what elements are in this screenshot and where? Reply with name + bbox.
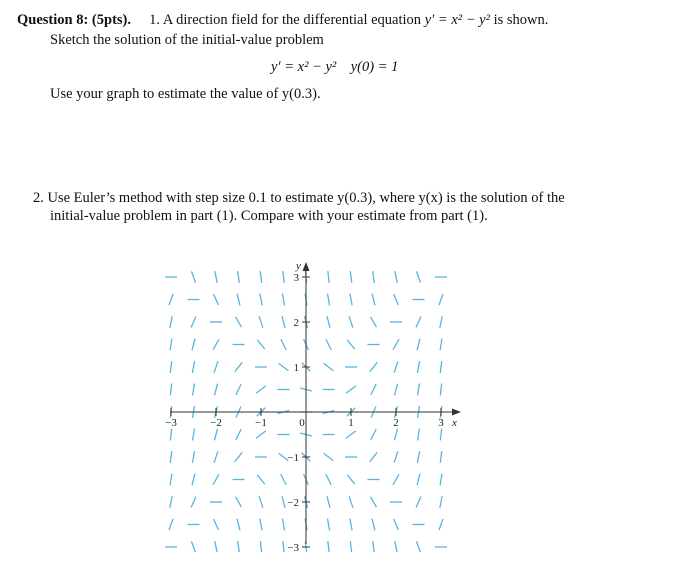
slope-segment — [282, 316, 285, 328]
slope-segment — [393, 474, 399, 484]
slope-segment — [238, 271, 240, 283]
slope-segment — [256, 431, 266, 438]
slope-segment — [440, 384, 441, 396]
slope-segment — [440, 316, 442, 328]
slope-segment — [394, 519, 399, 530]
slope-segment — [346, 431, 356, 438]
slope-segment — [350, 519, 352, 531]
slope-segment — [417, 339, 420, 351]
slope-segment — [260, 271, 261, 283]
y-tick-label: 2 — [293, 317, 299, 329]
part1-intro: 1. A direction field for the differential equation — [149, 12, 422, 28]
slope-segment — [418, 429, 420, 441]
slope-segment — [394, 429, 397, 441]
x-axis-arrow — [452, 409, 461, 416]
y-axis-arrow — [303, 262, 310, 271]
slope-segment — [347, 340, 355, 349]
slope-segment — [326, 339, 331, 350]
slope-segment — [417, 451, 419, 463]
slope-segment — [170, 474, 172, 486]
x-tick-label: 2 — [393, 417, 399, 429]
slope-segment — [259, 316, 263, 327]
slope-segment — [256, 386, 266, 393]
slope-segment — [416, 271, 420, 282]
slope-segment — [371, 497, 377, 507]
slope-segment — [213, 339, 219, 349]
slope-segment — [170, 361, 171, 373]
slope-segment — [238, 541, 240, 552]
slope-segment — [416, 541, 420, 552]
slope-segment — [191, 541, 195, 552]
slope-segment — [349, 316, 353, 327]
slope-segment — [416, 497, 421, 508]
slope-segment — [170, 451, 171, 463]
x-tick-label: 3 — [438, 417, 444, 429]
slope-segment — [416, 317, 421, 328]
slope-segment — [327, 496, 330, 508]
slope-segment — [395, 541, 397, 552]
slope-segment — [439, 294, 443, 305]
slope-segment — [328, 294, 330, 306]
x-tick-label: −2 — [210, 417, 222, 429]
slope-segment — [417, 474, 420, 486]
ivp-display — [271, 59, 398, 76]
slope-segment — [394, 384, 397, 396]
slope-segment — [191, 317, 196, 328]
slope-segment — [279, 363, 289, 370]
slope-segment — [395, 271, 397, 283]
slope-segment — [283, 271, 284, 283]
slope-segment — [372, 294, 375, 306]
slope-segment — [214, 361, 218, 372]
slope-segment — [394, 294, 399, 305]
slope-segment — [370, 452, 378, 461]
slope-segment — [237, 519, 240, 531]
slope-segment — [283, 541, 284, 552]
part2-line-1: 2. Use Euler’s method with step size 0.1 to estimate y(0.3), where y(x) is the solution of the — [33, 190, 565, 206]
slope-segment — [260, 519, 262, 531]
slope-segment — [418, 384, 420, 396]
slope-segment — [214, 384, 217, 396]
inline-equation: y′ = x² − y² — [424, 12, 490, 28]
axis-labels — [165, 260, 457, 552]
slope-segment — [440, 451, 441, 463]
slope-segment — [192, 339, 195, 351]
y-tick-label: −2 — [287, 497, 299, 509]
slope-segment — [326, 474, 331, 485]
slope-segment — [350, 271, 351, 283]
slope-segment — [236, 384, 241, 395]
slope-segment — [170, 339, 172, 351]
direction-field-figure — [165, 252, 470, 552]
slope-segment — [170, 384, 171, 396]
slope-segment — [371, 317, 377, 327]
x-tick-label: 0 — [299, 417, 305, 429]
slope-segment — [214, 519, 219, 530]
slope-segment — [192, 451, 194, 463]
slope-segment — [191, 497, 196, 508]
slope-segment — [373, 541, 375, 552]
slope-segment — [371, 384, 376, 395]
ivp-condition: y(0) = 1 — [350, 59, 399, 75]
slope-segment — [169, 294, 173, 305]
slope-segment — [214, 294, 219, 305]
slope-segment — [328, 271, 329, 283]
slope-segment — [214, 429, 217, 441]
slope-segment — [373, 271, 375, 283]
y-tick-label: 1 — [293, 362, 299, 374]
question-line-1 — [17, 12, 548, 29]
slope-segment — [328, 541, 329, 552]
slope-segment — [213, 474, 219, 484]
slope-segment — [370, 362, 378, 371]
slope-segment — [346, 386, 356, 393]
slope-segment — [191, 271, 195, 282]
slope-segment — [440, 429, 441, 441]
slope-segment — [281, 339, 286, 350]
part1-line-2: Sketch the solution of the initial-value problem — [50, 32, 324, 48]
x-tick-label: −3 — [165, 417, 177, 429]
x-tick-label: −1 — [255, 417, 267, 429]
slope-segment — [260, 541, 261, 552]
slope-segment — [417, 361, 419, 373]
slope-segment — [257, 340, 265, 349]
slope-segment — [235, 452, 243, 461]
slope-segment — [170, 316, 172, 328]
slope-segment — [283, 519, 285, 531]
slope-segment — [282, 496, 285, 508]
slope-segment — [215, 541, 217, 552]
slope-segment — [257, 475, 265, 484]
slope-segment — [214, 451, 218, 462]
slope-segment — [439, 519, 443, 530]
question-label: Question 8: (5pts). — [17, 12, 131, 28]
slope-segment — [350, 541, 351, 552]
slope-segment — [193, 429, 195, 441]
slope-segment — [328, 519, 330, 531]
slope-segment — [327, 316, 330, 328]
slope-segment — [394, 451, 398, 462]
x-tick-label: 1 — [348, 417, 354, 429]
slope-segment — [440, 496, 442, 508]
slope-segment — [170, 429, 171, 441]
slope-segment — [193, 384, 195, 396]
slope-segment — [236, 497, 242, 507]
slope-segment — [347, 475, 355, 484]
slope-segment — [235, 362, 243, 371]
slope-segment — [440, 474, 442, 486]
slope-segment — [170, 496, 172, 508]
part2-line-2: initial-value problem in part (1). Compare with your estimate from part (1). — [50, 208, 488, 224]
slope-segment — [236, 429, 241, 440]
slope-segment — [260, 294, 262, 306]
slope-segment — [350, 294, 352, 306]
slope-segment — [440, 339, 442, 351]
ivp-equation: y′ = x² − y² — [271, 59, 337, 75]
slope-segment — [237, 294, 240, 306]
part1-line-3: Use your graph to estimate the value of y(0.3). — [50, 86, 321, 102]
slope-segment — [215, 271, 217, 283]
y-tick-label: −3 — [287, 542, 299, 552]
slope-segment — [440, 361, 441, 373]
slope-segment — [192, 474, 195, 486]
part1-intro-end: is shown. — [493, 12, 549, 28]
y-tick-label: 3 — [293, 272, 299, 284]
slope-segment — [236, 317, 242, 327]
slope-segment — [393, 339, 399, 349]
slope-segment — [324, 363, 334, 370]
slope-segment — [169, 519, 173, 530]
slope-segment — [259, 496, 263, 507]
slope-segment — [371, 429, 376, 440]
y-axis-label: y — [296, 260, 301, 272]
slope-segment — [283, 294, 285, 306]
slope-segment — [281, 474, 286, 485]
slope-segment — [192, 361, 194, 373]
slope-segment — [394, 361, 398, 372]
x-axis-label: x — [452, 417, 457, 429]
slope-segment — [372, 519, 375, 531]
slope-segment — [324, 453, 334, 460]
y-tick-label: −1 — [287, 452, 299, 464]
slope-segment — [349, 496, 353, 507]
